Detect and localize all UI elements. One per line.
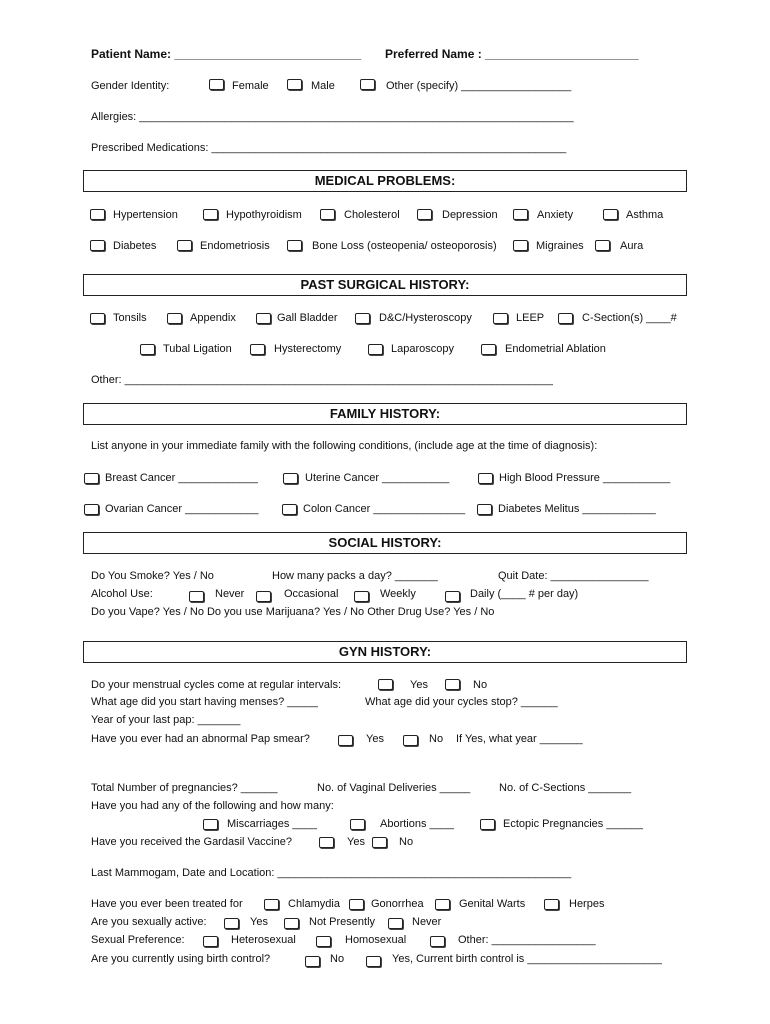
alcohol-weekly-label: Weekly <box>380 588 416 600</box>
active-never-checkbox[interactable] <box>388 918 403 929</box>
laparoscopy-label: Laparoscopy <box>391 343 454 355</box>
allergies-field[interactable]: Allergies: _______________________________________________________________________ <box>91 111 574 123</box>
c-section-label[interactable]: C-Section(s) ____# <box>582 312 677 324</box>
endometriosis-label: Endometriosis <box>200 240 270 252</box>
gardasil-yes-label: Yes <box>347 836 365 848</box>
alcohol-weekly-checkbox[interactable] <box>354 591 369 602</box>
c-section-checkbox[interactable] <box>558 313 573 324</box>
bone-loss-checkbox[interactable] <box>287 240 302 251</box>
alcohol-occasional-label: Occasional <box>284 588 339 600</box>
breast-cancer-checkbox[interactable] <box>84 473 99 484</box>
heterosexual-checkbox[interactable] <box>203 936 218 947</box>
hypertension-label: Hypertension <box>113 209 178 221</box>
active-yes-label: Yes <box>250 916 268 928</box>
active-not-presently-checkbox[interactable] <box>284 918 299 929</box>
menses-stop-field[interactable]: What age did your cycles stop? ______ <box>365 696 558 708</box>
abnormal-pap-no-label: No <box>429 733 444 745</box>
gardasil-yes-checkbox[interactable] <box>319 837 334 848</box>
hysterectomy-label: Hysterectomy <box>274 343 342 355</box>
ectopic-checkbox[interactable] <box>480 819 495 830</box>
birth-control-question: Are you currently using birth control? <box>91 953 271 965</box>
appendix-label: Appendix <box>190 312 236 324</box>
abortions-checkbox[interactable] <box>350 819 365 830</box>
homosexual-checkbox[interactable] <box>316 936 331 947</box>
appendix-checkbox[interactable] <box>167 313 182 324</box>
hypothyroidism-label: Hypothyroidism <box>226 209 302 221</box>
medical-problems-header: MEDICAL PROBLEMS: <box>83 170 687 192</box>
vape-marijuana-drug-questions[interactable]: Do you Vape? Yes / No Do you use Marijuana? Yes / No Other Drug Use? Yes / No <box>91 606 495 618</box>
birth-control-no-checkbox[interactable] <box>305 956 320 967</box>
depression-label: Depression <box>442 209 498 221</box>
miscarriages-label[interactable]: Miscarriages ____ <box>227 818 317 830</box>
bone-loss-label: Bone Loss (osteopenia/ osteoporosis) <box>312 240 497 252</box>
abnormal-pap-yes-label: Yes <box>366 733 384 745</box>
ovarian-cancer-label[interactable]: Ovarian Cancer ____________ <box>105 503 259 515</box>
regular-no-checkbox[interactable] <box>445 679 460 690</box>
endometrial-ablation-label: Endometrial Ablation <box>505 343 606 355</box>
other-gender-checkbox[interactable] <box>360 79 375 90</box>
total-pregnancies-field[interactable]: Total Number of pregnancies? ______ <box>91 782 278 794</box>
heterosexual-label: Heterosexual <box>231 934 296 946</box>
active-never-label: Never <box>412 916 442 928</box>
gardasil-no-checkbox[interactable] <box>372 837 387 848</box>
gyn-history-header: GYN HISTORY: <box>83 641 687 663</box>
cholesterol-checkbox[interactable] <box>320 209 335 220</box>
active-yes-checkbox[interactable] <box>224 918 239 929</box>
endometriosis-checkbox[interactable] <box>177 240 192 251</box>
chlamydia-label: Chlamydia <box>288 898 340 910</box>
had-any-question: Have you had any of the following and how many: <box>91 800 334 812</box>
patient-name-field[interactable]: Patient Name: ____________________________ <box>91 47 362 61</box>
gonorrhea-checkbox[interactable] <box>349 899 364 910</box>
chlamydia-checkbox[interactable] <box>264 899 279 910</box>
depression-checkbox[interactable] <box>417 209 432 220</box>
regular-cycles-question: Do your menstrual cycles come at regular intervals: <box>91 679 342 691</box>
ectopic-label[interactable]: Ectopic Pregnancies ______ <box>503 818 644 830</box>
alcohol-never-checkbox[interactable] <box>189 591 204 602</box>
alcohol-label: Alcohol Use: <box>91 588 153 600</box>
abnormal-pap-no-checkbox[interactable] <box>403 735 418 746</box>
aura-checkbox[interactable] <box>595 240 610 251</box>
social-history-header: SOCIAL HISTORY: <box>83 532 687 554</box>
mammogram-field[interactable]: Last Mammogam, Date and Location: ________________________________________________ <box>91 867 572 879</box>
family-intro: List anyone in your immediate family with the following conditions, (include age at the time of diagnosis): <box>91 440 598 452</box>
surgical-history-header: PAST SURGICAL HISTORY: <box>83 274 687 296</box>
quit-date-field[interactable]: Quit Date: ________________ <box>498 570 649 582</box>
uterine-cancer-label[interactable]: Uterine Cancer ___________ <box>305 472 450 484</box>
birth-control-no-label: No <box>330 953 345 965</box>
packs-per-day-field[interactable]: How many packs a day? _______ <box>272 570 438 582</box>
c-sections-count-field[interactable]: No. of C-Sections _______ <box>499 782 632 794</box>
diabetes-melitus-checkbox[interactable] <box>477 504 492 515</box>
tonsils-label: Tonsils <box>113 312 147 324</box>
abnormal-pap-question: Have you ever had an abnormal Pap smear? <box>91 733 310 745</box>
gall-bladder-label: Gall Bladder <box>277 312 338 324</box>
gardasil-question: Have you received the Gardasil Vaccine? <box>91 836 292 848</box>
smoke-question[interactable]: Do You Smoke? Yes / No <box>91 570 214 582</box>
homosexual-label: Homosexual <box>345 934 407 946</box>
colon-cancer-label[interactable]: Colon Cancer _______________ <box>303 503 466 515</box>
alcohol-never-label: Never <box>215 588 245 600</box>
anxiety-label: Anxiety <box>537 209 574 221</box>
preference-other-checkbox[interactable] <box>430 936 445 947</box>
migraines-label: Migraines <box>536 240 584 252</box>
leep-checkbox[interactable] <box>493 313 508 324</box>
regular-yes-label: Yes <box>410 679 428 691</box>
genital-warts-checkbox[interactable] <box>435 899 450 910</box>
female-checkbox[interactable] <box>209 79 224 90</box>
gardasil-no-label: No <box>399 836 414 848</box>
diabetes-checkbox[interactable] <box>90 240 105 251</box>
diabetes-label: Diabetes <box>113 240 157 252</box>
medications-field[interactable]: Prescribed Medications: __________________________________________________________ <box>91 142 567 154</box>
anxiety-checkbox[interactable] <box>513 209 528 220</box>
sexually-active-question: Are you sexually active: <box>91 916 207 928</box>
regular-yes-checkbox[interactable] <box>378 679 393 690</box>
laparoscopy-checkbox[interactable] <box>368 344 383 355</box>
alcohol-occasional-checkbox[interactable] <box>256 591 271 602</box>
tonsils-checkbox[interactable] <box>90 313 105 324</box>
regular-no-label: No <box>473 679 488 691</box>
alcohol-daily-checkbox[interactable] <box>445 591 460 602</box>
genital-warts-label: Genital Warts <box>459 898 526 910</box>
abnormal-pap-year-field[interactable]: If Yes, what year _______ <box>456 733 583 745</box>
uterine-cancer-checkbox[interactable] <box>283 473 298 484</box>
tubal-ligation-checkbox[interactable] <box>140 344 155 355</box>
breast-cancer-label[interactable]: Breast Cancer _____________ <box>105 472 258 484</box>
hypothyroidism-checkbox[interactable] <box>203 209 218 220</box>
high-blood-pressure-label[interactable]: High Blood Pressure ___________ <box>499 472 671 484</box>
alcohol-daily-label[interactable]: Daily (____ # per day) <box>470 588 579 600</box>
hysterectomy-checkbox[interactable] <box>250 344 265 355</box>
surgical-other-field[interactable]: Other: ______________________________________________________________________ <box>91 374 553 386</box>
menses-start-field[interactable]: What age did you start having menses? _____ <box>91 696 318 708</box>
aura-label: Aura <box>620 240 644 252</box>
other-gender-label[interactable]: Other (specify) __________________ <box>386 80 572 92</box>
preference-other-field[interactable]: Other: _________________ <box>458 934 596 946</box>
herpes-checkbox[interactable] <box>544 899 559 910</box>
sexual-preference-label: Sexual Preference: <box>91 934 185 946</box>
miscarriages-checkbox[interactable] <box>203 819 218 830</box>
dc-hysteroscopy-checkbox[interactable] <box>355 313 370 324</box>
abortions-label[interactable]: Abortions ____ <box>380 818 454 830</box>
diabetes-melitus-label[interactable]: Diabetes Melitus ____________ <box>498 503 656 515</box>
vaginal-deliveries-field[interactable]: No. of Vaginal Deliveries _____ <box>317 782 471 794</box>
herpes-label: Herpes <box>569 898 605 910</box>
female-label: Female <box>232 80 269 92</box>
current-birth-control-field[interactable]: Yes, Current birth control is ______________________ <box>392 953 662 965</box>
last-pap-field[interactable]: Year of your last pap: _______ <box>91 714 241 726</box>
asthma-checkbox[interactable] <box>603 209 618 220</box>
family-history-header: FAMILY HISTORY: <box>83 403 687 425</box>
active-not-presently-label: Not Presently <box>309 916 376 928</box>
abnormal-pap-yes-checkbox[interactable] <box>338 735 353 746</box>
cholesterol-label: Cholesterol <box>344 209 400 221</box>
migraines-checkbox[interactable] <box>513 240 528 251</box>
asthma-label: Asthma <box>626 209 664 221</box>
leep-label: LEEP <box>516 312 545 324</box>
tubal-ligation-label: Tubal Ligation <box>163 343 232 355</box>
preferred-name-field[interactable]: Preferred Name : _______________________ <box>385 47 639 61</box>
colon-cancer-checkbox[interactable] <box>282 504 297 515</box>
gonorrhea-label: Gonorrhea <box>371 898 424 910</box>
gender-label: Gender Identity: <box>91 80 170 92</box>
treated-question: Have you ever been treated for <box>91 898 243 910</box>
gall-bladder-checkbox[interactable] <box>256 313 271 324</box>
endometrial-ablation-checkbox[interactable] <box>481 344 496 355</box>
male-label: Male <box>311 80 335 92</box>
high-blood-pressure-checkbox[interactable] <box>478 473 493 484</box>
ovarian-cancer-checkbox[interactable] <box>84 504 99 515</box>
male-checkbox[interactable] <box>287 79 302 90</box>
hypertension-checkbox[interactable] <box>90 209 105 220</box>
dc-hysteroscopy-label: D&C/Hysteroscopy <box>379 312 472 324</box>
birth-control-yes-checkbox[interactable] <box>366 956 381 967</box>
